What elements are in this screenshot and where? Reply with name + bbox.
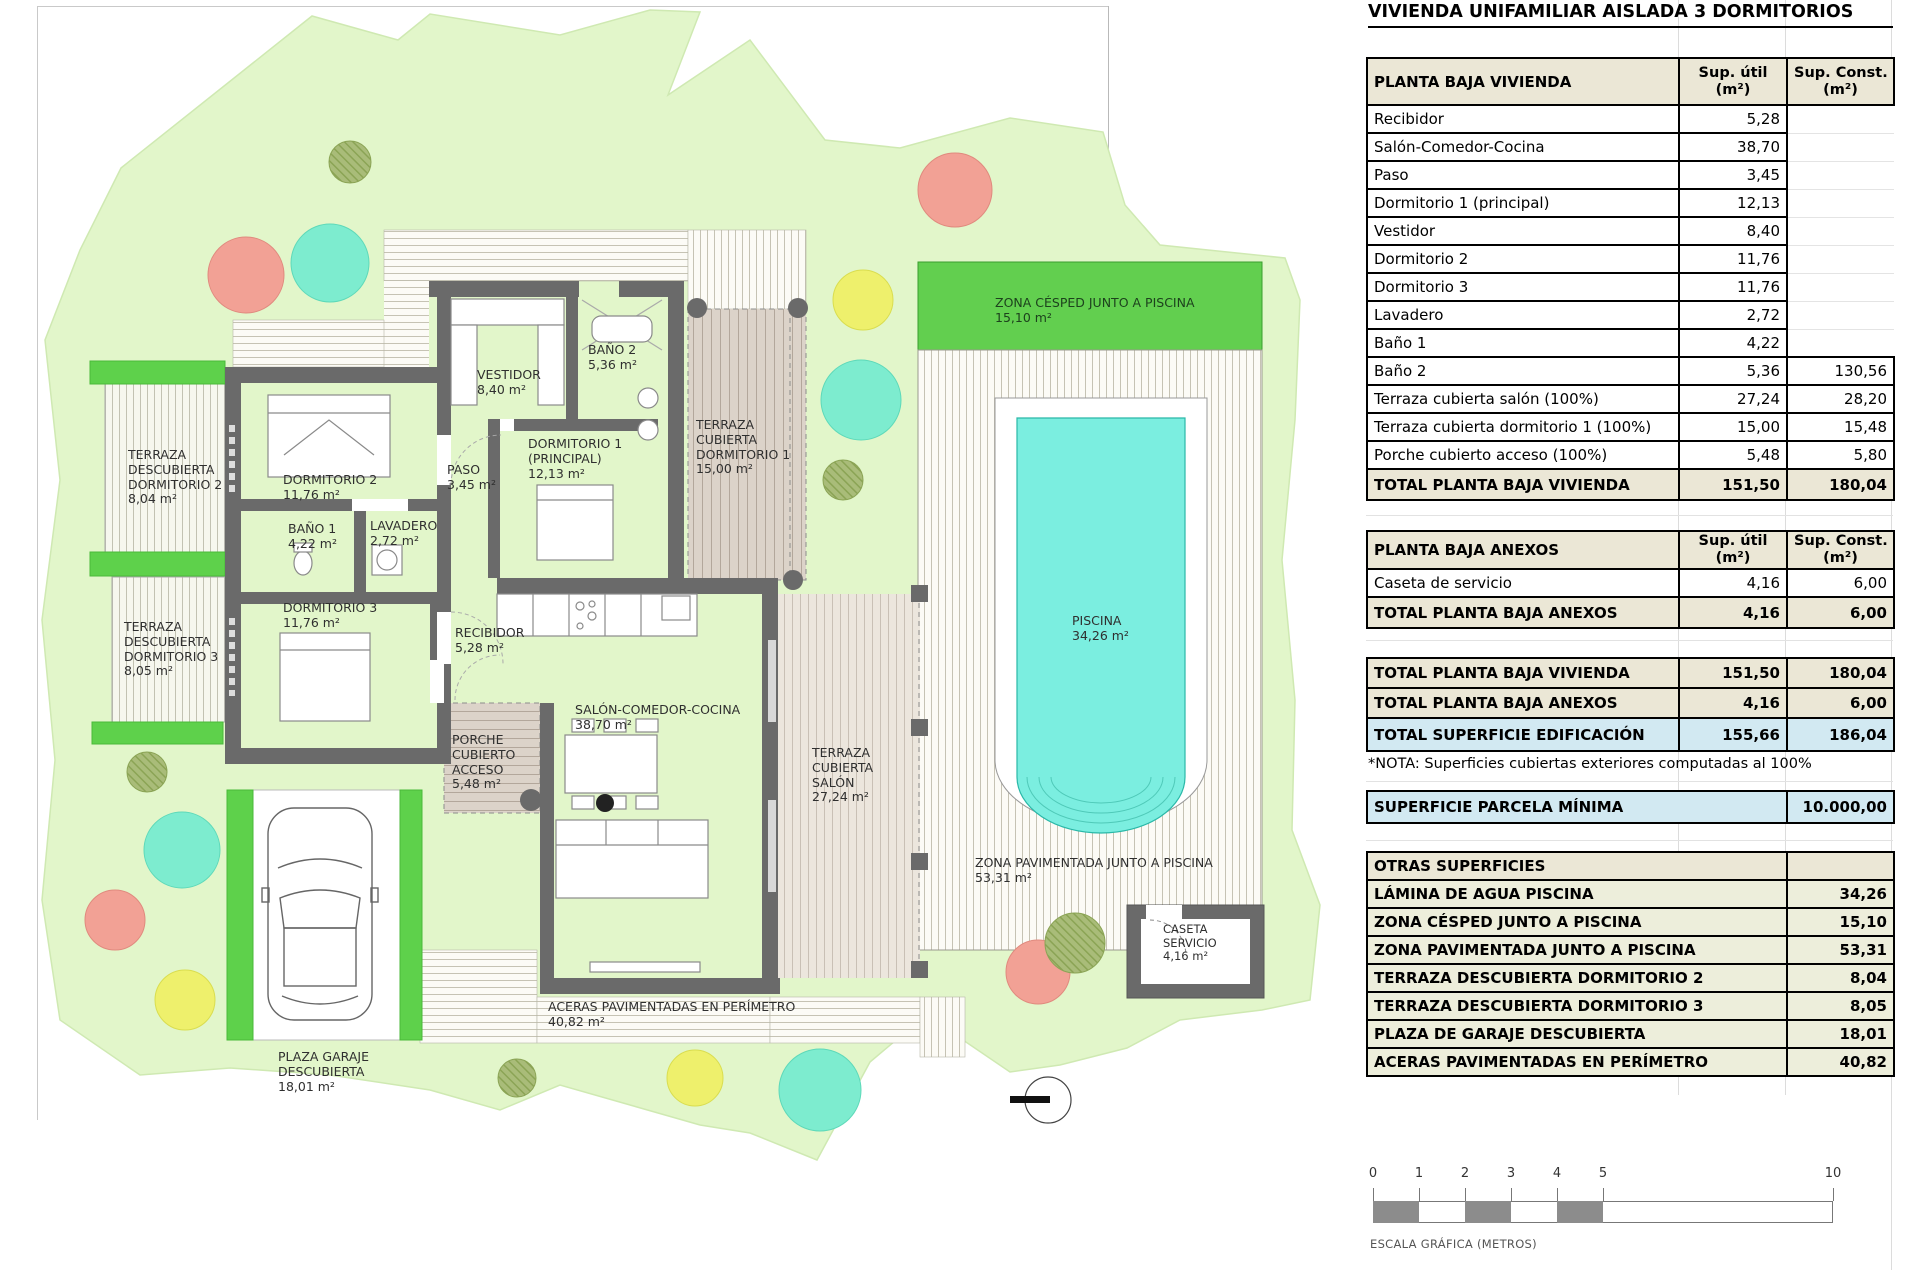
- label-terraza-dorm3: TERRAZA DESCUBIERTA DORMITORIO 3 8,05 m²: [124, 619, 219, 679]
- scale-caption: ESCALA GRÁFICA (METROS): [1370, 1237, 1537, 1251]
- label-dormitorio1: DORMITORIO 1 (PRINCIPAL) 12,13 m²: [528, 436, 623, 481]
- tree-teal: [144, 812, 220, 888]
- tree-salmon: [208, 237, 284, 313]
- scale-tick-label: 5: [1598, 1166, 1608, 1181]
- tree-yellow: [155, 970, 215, 1030]
- label-piscina: PISCINA 34,26 m²: [1072, 613, 1129, 643]
- tree-salmon: [85, 890, 145, 950]
- label-plaza-garaje: PLAZA GARAJE DESCUBIERTA 18,01 m²: [278, 1049, 369, 1094]
- page-title: VIVIENDA UNIFAMILIAR AISLADA 3 DORMITORIOS: [1368, 2, 1893, 28]
- label-terraza-cub-dorm1: TERRAZA CUBIERTA DORMITORIO 1 15,00 m²: [696, 417, 791, 477]
- label-caseta: CASETA SERVICIO 4,16 m²: [1163, 922, 1217, 964]
- table-planta-baja-vivienda: PLANTA BAJA VIVIENDA Sup. útil (m²) Sup. Const. (m²) Recibidor 5,28 Salón-Comedor-Cocina 38,70 Paso 3,45 Dormitorio 1 (principal) 12,13 Vestidor 8,40 Dormitorio 2 11,76 Dormitorio 3 11,76 Lavadero 2,72 Baño 1 4,22 Baño 2 5,36 130,56 Terraza cubierta salón (100%) 27,24 28,20 Terraza cubierta dormitorio 1 (100%) 15,00 15,48 Porche cubierto acceso (100%) 5,48 5,80 TOTAL PLANTA BAJA VIVIENDA 151,50 180,04: [1366, 57, 1895, 501]
- label-bano1: BAÑO 1 4,22 m²: [288, 521, 337, 551]
- tree-teal: [821, 360, 901, 440]
- table-resumen-totales: TOTAL PLANTA BAJA VIVIENDA 151,50 180,04 TOTAL PLANTA BAJA ANEXOS 4,16 6,00 TOTAL SUPERFICIE EDIFICACIÓN 155,66 186,04: [1366, 657, 1895, 752]
- scale-tick-label: 0: [1368, 1166, 1378, 1181]
- pool-sector: [918, 262, 1262, 950]
- label-zona-pavimentada: ZONA PAVIMENTADA JUNTO A PISCINA 53,31 m²: [975, 855, 1213, 885]
- label-terraza-cub-salon: TERRAZA CUBIERTA SALÓN 27,24 m²: [812, 745, 874, 805]
- table-planta-baja-anexos: PLANTA BAJA ANEXOS Sup. útil (m²) Sup. Const. (m²) Caseta de servicio 4,16 6,00 TOTAL PLANTA BAJA ANEXOS 4,16 6,00: [1366, 530, 1895, 629]
- label-recibidor: RECIBIDOR 5,28 m²: [455, 625, 525, 655]
- label-salon: SALÓN-COMEDOR-COCINA 38,70 m²: [575, 702, 741, 732]
- grid-line: [1366, 840, 1893, 841]
- tree-yellow: [833, 270, 893, 330]
- scale-tick-label: 2: [1460, 1166, 1470, 1181]
- grid-line: [1366, 781, 1893, 782]
- grid-line: [1366, 515, 1893, 516]
- tree-teal: [291, 224, 369, 302]
- table-parcela-minima: SUPERFICIE PARCELA MÍNIMA 10.000,00: [1366, 790, 1895, 824]
- plant-icon: [596, 794, 614, 812]
- garage-plaza: [227, 790, 422, 1040]
- tree-olive: [1045, 913, 1105, 973]
- note-text: *NOTA: Superficies cubiertas exteriores computadas al 100%: [1368, 756, 1812, 772]
- label-vestidor: VESTIDOR 8,40 m²: [477, 367, 541, 397]
- label-bano2: BAÑO 2 5,36 m²: [588, 342, 637, 372]
- label-dormitorio2: DORMITORIO 2 11,76 m²: [283, 472, 378, 502]
- label-dormitorio3: DORMITORIO 3 11,76 m²: [283, 600, 378, 630]
- tree-olive: [329, 141, 371, 183]
- grid-line: [1366, 640, 1893, 641]
- section-marker-icon: [1010, 1077, 1071, 1123]
- label-zona-cesped: ZONA CÉSPED JUNTO A PISCINA 15,10 m²: [995, 295, 1195, 325]
- tree-yellow: [667, 1050, 723, 1106]
- scale-tick-label: 1: [1414, 1166, 1424, 1181]
- tree-salmon: [918, 153, 992, 227]
- tree-olive: [498, 1059, 536, 1097]
- table-otras-superficies: OTRAS SUPERFICIES LÁMINA DE AGUA PISCINA 34,26 ZONA CÉSPED JUNTO A PISCINA 15,10 ZONA PAVIMENTADA JUNTO A PISCINA 53,31 TERRAZA DESCUBIERTA DORMITORIO 2 8,04 TERRAZA DESCUBIERTA DORMITORIO 3 8,05 PLAZA DE GARAJE DESCUBIERTA 18,01 ACERAS PAVIMENTADAS EN PERÍMETRO 40,82: [1366, 851, 1895, 1077]
- tree-teal: [779, 1049, 861, 1131]
- table-header: PLANTA BAJA VIVIENDA: [1367, 58, 1679, 105]
- tree-olive: [127, 752, 167, 792]
- label-aceras: ACERAS PAVIMENTADAS EN PERÍMETRO 40,82 m²: [548, 999, 796, 1029]
- label-porche: PORCHE CUBIERTO ACCESO 5,48 m²: [452, 732, 516, 792]
- scale-tick-label: 10: [1824, 1166, 1842, 1181]
- scale-tick-label: 4: [1552, 1166, 1562, 1181]
- label-paso: PASO 3,45 m²: [447, 462, 496, 492]
- scale-tick-label: 3: [1506, 1166, 1516, 1181]
- label-terraza-dorm2: TERRAZA DESCUBIERTA DORMITORIO 2 8,04 m²: [128, 447, 223, 507]
- label-lavadero: LAVADERO 2,72 m²: [370, 518, 438, 548]
- tree-olive: [823, 460, 863, 500]
